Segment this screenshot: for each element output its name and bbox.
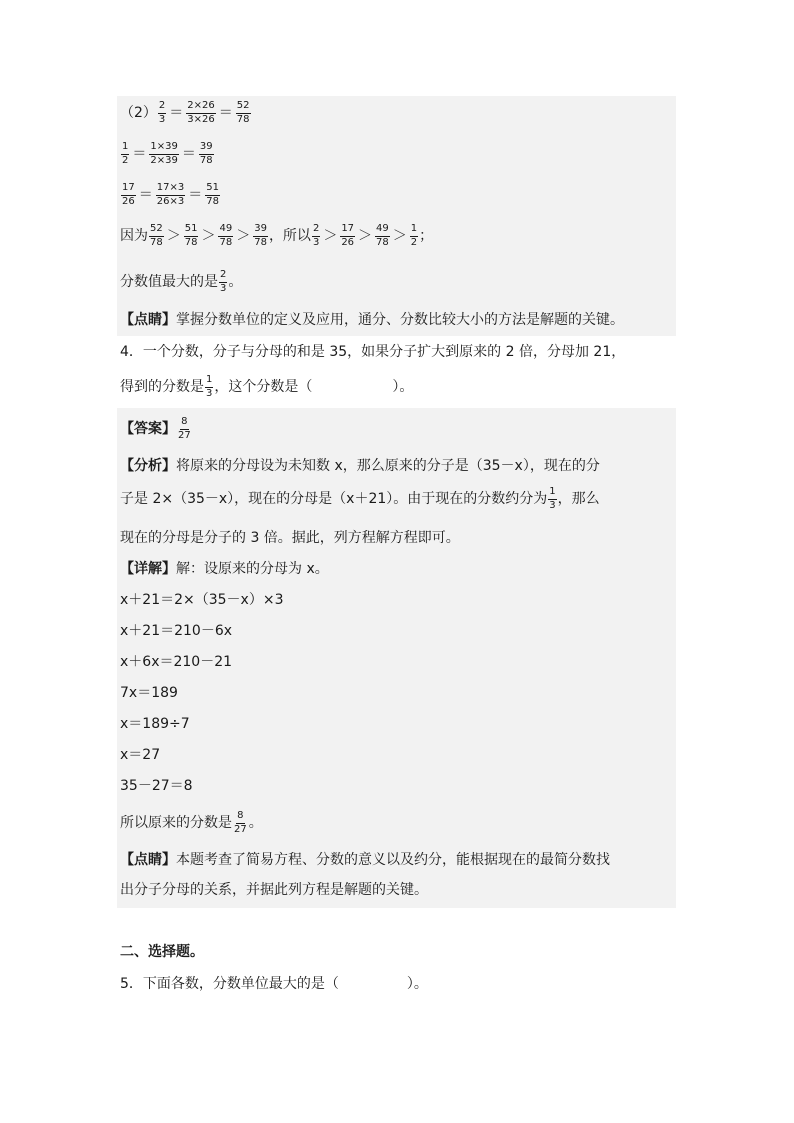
step-line: 35－27＝8 [120, 778, 193, 794]
fraction: $\frac{2}{3}$ [220, 269, 227, 294]
fraction: $\frac{49}{78}$ [376, 223, 389, 248]
fraction: $\frac{2}{3}$ [158, 100, 166, 125]
detail-line: 【详解】 解：设原来的分母为 x。 [120, 561, 329, 577]
fraction: $\frac{39}{78}$ [254, 223, 267, 248]
answer-tag: 【答案】 [120, 421, 176, 437]
eq-line-1: （2） $\frac{2}{3}$ ＝ $\frac{2\times 26}{3\times 26}$ ＝ $\frac{52}{78}$ [120, 100, 250, 125]
fraction: $\frac{1\times 39}{2\times 39}$ [150, 141, 178, 166]
fraction: $\frac{2}{3}$ [312, 223, 320, 248]
eq-line-3: $\frac{17}{26}$ ＝ $\frac{17\times 3}{26\times 3}$ ＝ $\frac{51}{78}$ [122, 182, 219, 207]
analysis-line-2: 子是 2×（35－x），现在的分母是（x＋21）。由于现在的分数约分为 $\frac{1}{3}$ ，那么 [120, 486, 600, 511]
step-line: x＋21＝2×（35－x）×3 [120, 592, 284, 608]
sub-label: （2） [120, 105, 157, 121]
max-line: 分数值最大的是 $\frac{2}{3}$ 。 [120, 269, 243, 294]
fraction: $\frac{17}{26}$ [122, 182, 135, 207]
analysis-tag: 【分析】 [120, 458, 176, 474]
fraction: $\frac{1}{3}$ [549, 486, 556, 511]
fraction: $\frac{52}{78}$ [236, 100, 250, 125]
fraction: $\frac{1}{2}$ [410, 223, 418, 248]
fraction: $\frac{51}{78}$ [206, 182, 219, 207]
analysis-line-1: 【分析】 将原来的分母设为未知数 x，那么原来的分子是（35－x），现在的分 [120, 458, 600, 474]
q4-line-1: 4．一个分数，分子与分母的和是 35，如果分子扩大到原来的 2 倍，分母加 21， [120, 344, 626, 360]
fraction: $\frac{17\times 3}{26\times 3}$ [156, 182, 185, 207]
dianjing-line-q3: 【点睛】 掌握分数单位的定义及应用，通分、分数比较大小的方法是解题的关键。 [120, 312, 624, 328]
fraction: $\frac{8}{27}$ [178, 416, 191, 441]
dianjing-tag: 【点睛】 [120, 852, 176, 868]
fraction: $\frac{8}{27}$ [234, 810, 247, 835]
step-line: x＋21＝210－6x [120, 623, 233, 639]
dianjing-tag: 【点睛】 [120, 312, 176, 328]
step-line: x＝189÷7 [120, 716, 190, 732]
step-line: x＋6x＝210－21 [120, 654, 233, 670]
fraction: $\frac{1}{3}$ [206, 374, 213, 399]
fraction: $\frac{39}{78}$ [199, 141, 213, 166]
step-line: x＝27 [120, 747, 161, 763]
answer-line [120, 417, 193, 441]
fraction: $\frac{17}{26}$ [341, 223, 355, 248]
fraction: $\frac{52}{78}$ [150, 223, 163, 248]
fraction: $\frac{1}{2}$ [122, 141, 129, 166]
analysis-line-3: 现在的分母是分子的 3 倍。据此，列方程解方程即可。 [120, 530, 460, 546]
fraction: $\frac{2\times 26}{3\times 26}$ [187, 100, 215, 125]
final-line: 所以原来的分数是 $\frac{8}{27}$ 。 [120, 810, 263, 835]
section-title: 二、选择题。 [120, 944, 204, 960]
detail-tag: 【详解】 [120, 561, 176, 577]
fraction: $\frac{51}{78}$ [184, 223, 198, 248]
q4-line-2: 得到的分数是 $\frac{1}{3}$ ，这个分数是（ ）。 [120, 374, 414, 399]
q5-line: 5．下面各数，分数单位最大的是（ ）。 [120, 976, 428, 992]
answer-block-q3 [117, 96, 676, 336]
eq-line-2: $\frac{1}{2}$ ＝ $\frac{1\times 39}{2\times 39}$ ＝ $\frac{39}{78}$ [122, 141, 213, 166]
step-line: 7x＝189 [120, 685, 178, 701]
compare-line: 因为 $\frac{52}{78}$ ＞ $\frac{51}{78}$ ＞ $\frac{49}{78}$ ＞ $\frac{39}{78}$ ，所以 $\frac{2}{3}$ ＞ $\frac{17}{26}$ ＞ $\frac{49}{78}$ ＞ $\frac{1}{2}$ ； [120, 223, 434, 248]
dianjing-line-q4-2: 出分子分母的关系，并据此列方程是解题的关键。 [120, 882, 428, 898]
fraction: $\frac{49}{78}$ [219, 223, 233, 248]
dianjing-line-q4-1: 【点睛】 本题考查了简易方程、分数的意义以及约分，能根据现在的最简分数找 [120, 852, 610, 868]
